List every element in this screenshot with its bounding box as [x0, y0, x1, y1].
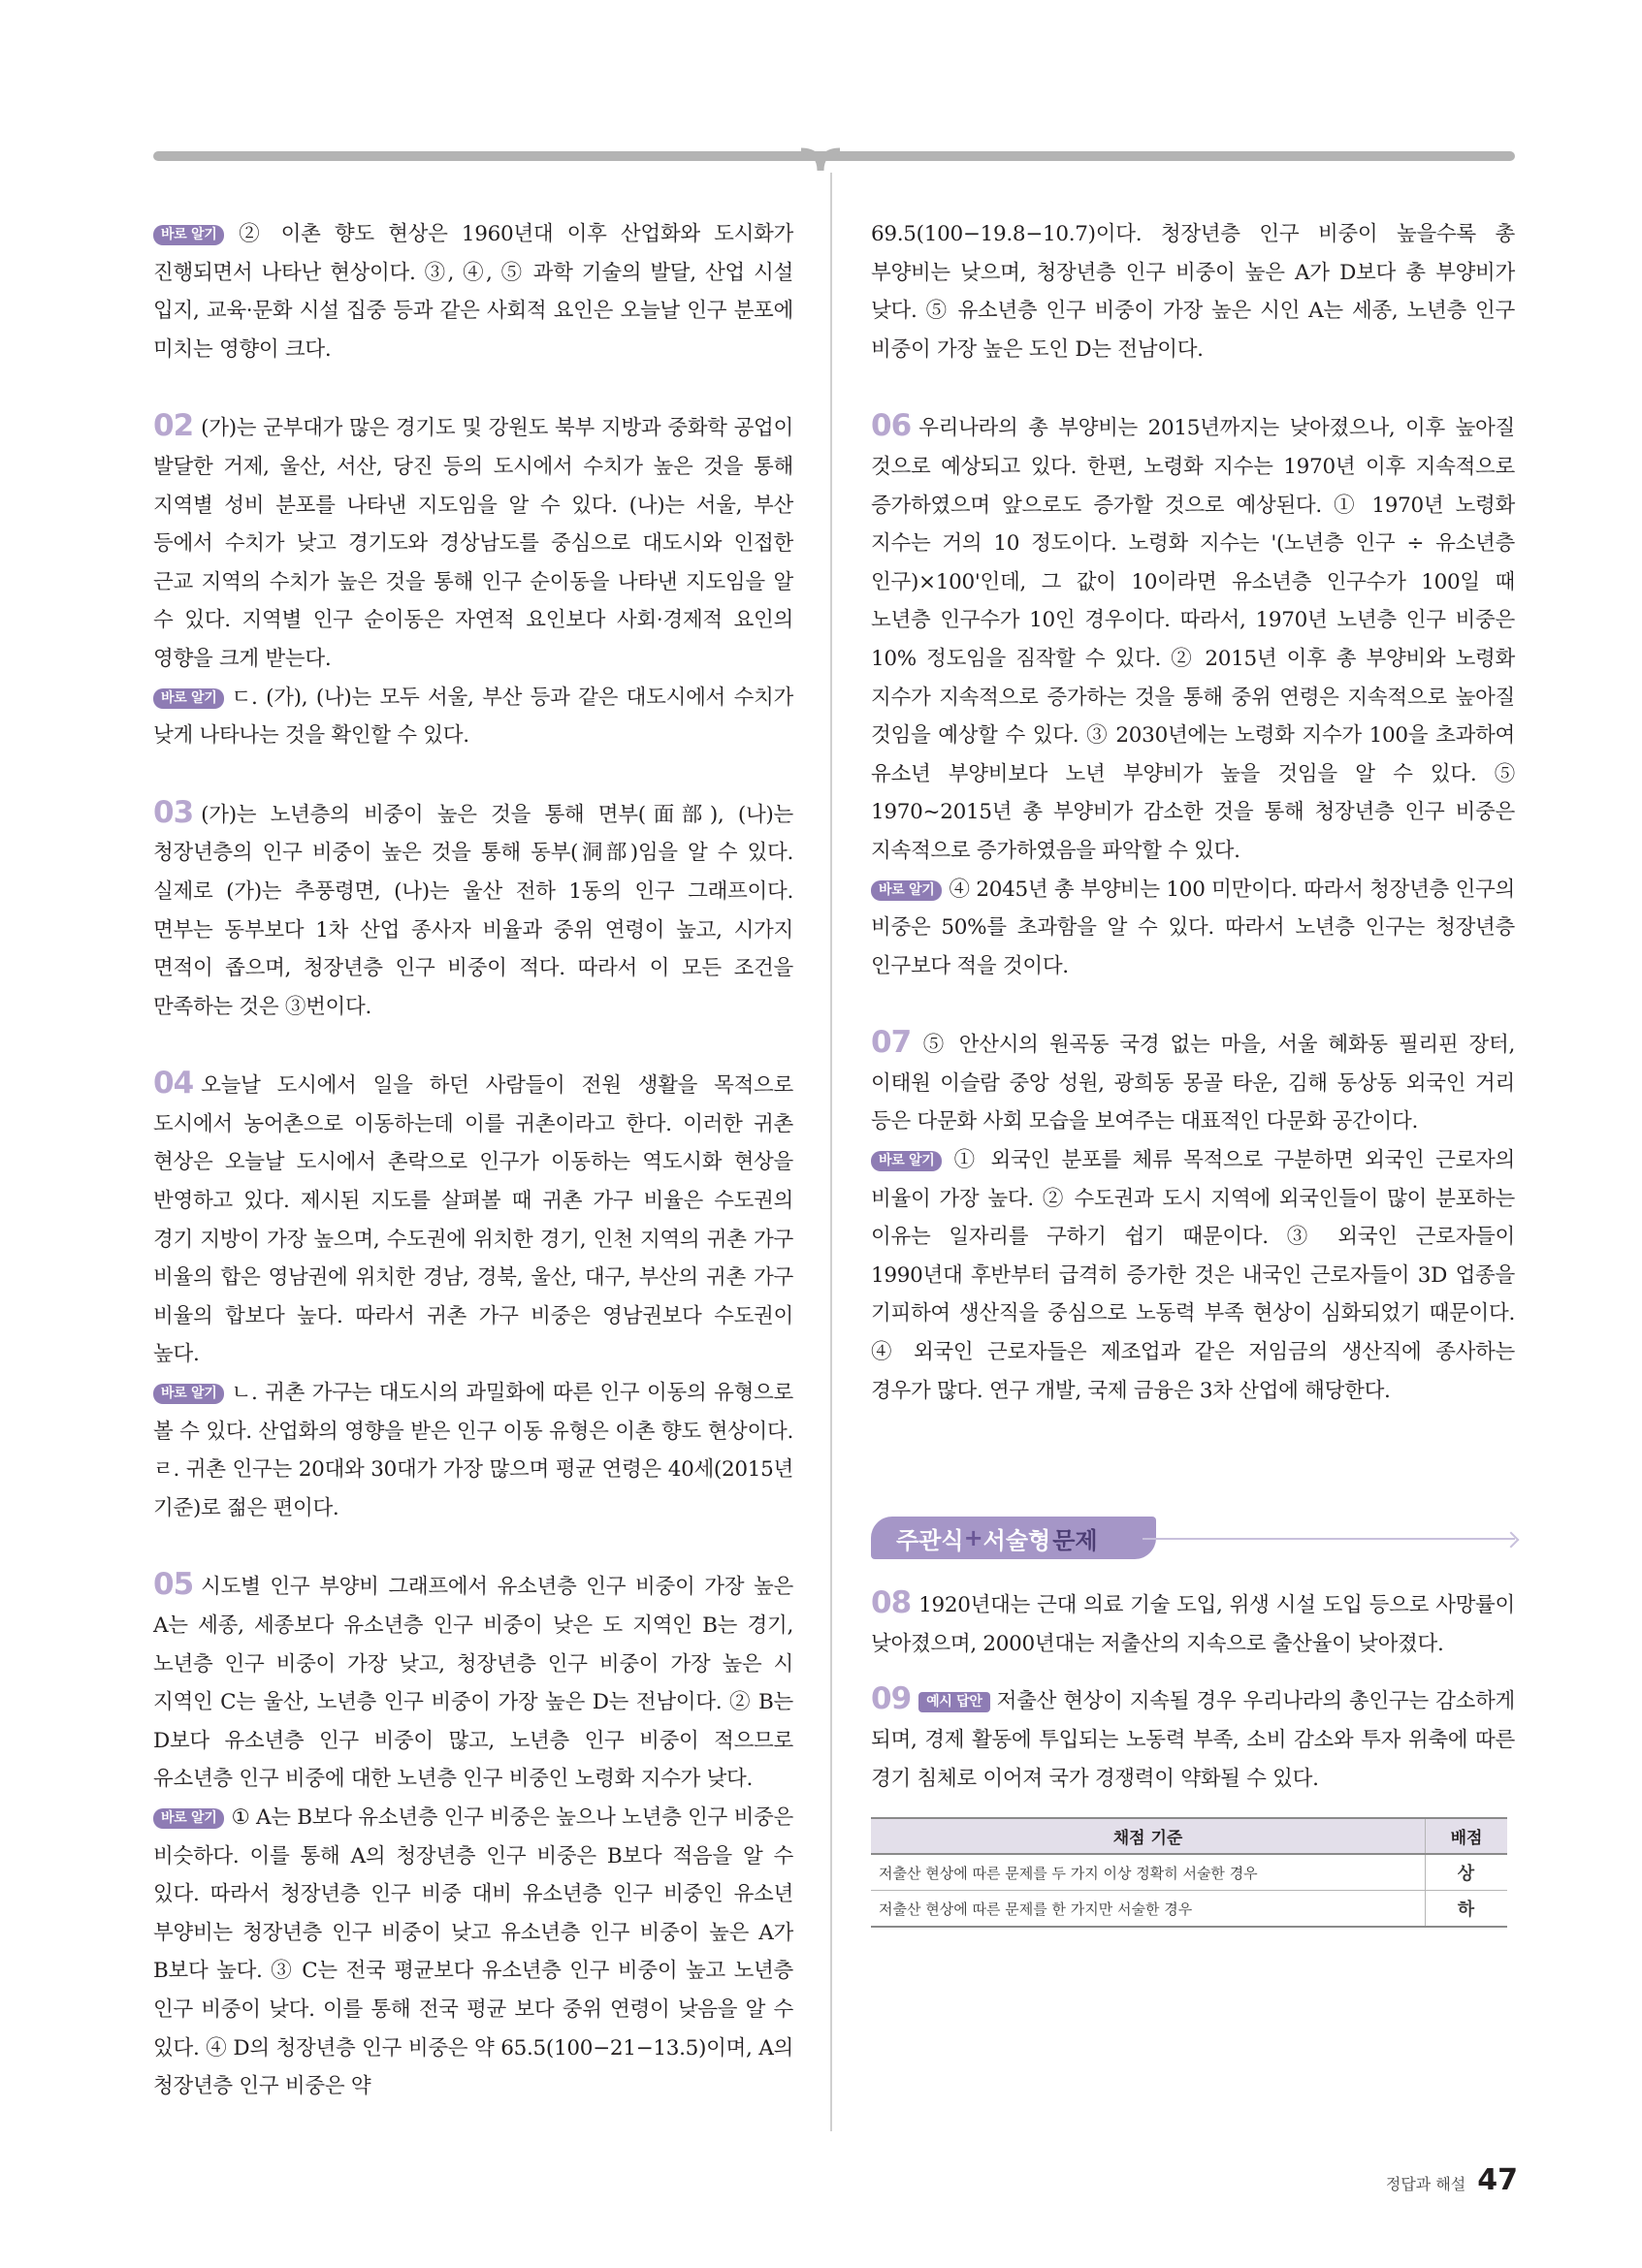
answer-block-04	[153, 1065, 793, 1527]
question-number: 04	[153, 1066, 194, 1102]
section-header-rule	[1143, 1538, 1515, 1540]
question-number: 02	[153, 408, 194, 444]
question-number: 09	[871, 1681, 912, 1717]
grading-criteria-table	[871, 1817, 1507, 1928]
answer-text: (가)는 노년층의 비중이 높은 것을 통해 면부(面部), (나)는 청장년층의 인구 비중이 높은 것을 통해 동부(洞部)임을 알 수 있다. 실제로 (가)는 추풍령면, (나)는 울산 전하 1동의 인구 그래프이다. 면부는 동부보다 1차 산업 종사자 비율과 중위 연령이 높고, 시가지 면적이 좁으며, 청장년층 인구 비중이 적다. 따라서 이 모든 조건을 만족하는 것은 ③번이다.	[153, 802, 793, 1019]
criteria-cell: 저출산 현상에 따른 문제를 한 가지만 서술한 경우	[871, 1891, 1426, 1928]
footer-label: 정답과 해설	[1385, 2175, 1466, 2193]
answer-text: ② 이촌 향도 현상은 1960년대 이후 산업화와 도시화가 진행되면서 나타난 현상이다. ③, ④, ⑤ 과학 기술의 발달, 산업 시설 입지, 교육·문화 시설 집중 등과 같은 사회적 요인은 오늘날 인구 분포에 미치는 영향이 크다.	[153, 222, 793, 362]
right-column	[871, 215, 1515, 1928]
question-number: 05	[153, 1567, 194, 1603]
criteria-header: 채점 기준	[871, 1818, 1426, 1854]
correction-text: ① A는 B보다 유소년층 인구 비중은 높으나 노년층 인구 비중은 비슷하다. 이를 통해 A의 청장년층 인구 비중은 B보다 적음을 알 수 있다. 따라서 청장년층 인구 비중 대비 유소년층 인구 비중인 유소년 부양비는 청장년층 인구 비중이 낮고 유소년층 인구 비중이 높은 A가 B보다 높다. ③ C는 전국 평균보다 유소년층 인구 비중이 높고 노년층 인구 비중이 낮다. 이를 통해 전국 평균 보다 중위 연령이 낮음을 알 수 있다. ④ D의 청장년층 인구 비중은 약 65.5(100−21−13.5)이며, A의 청장년층 인구 비중은 약	[153, 1805, 793, 2099]
answer-text: (가)는 군부대가 많은 경기도 및 강원도 북부 지방과 중화학 공업이 발달한 거제, 울산, 서산, 당진 등의 도시에서 수치가 높은 것을 통해 지역별 성비 분포를 나타낸 지도임을 알 수 있다. (나)는 서울, 부산 등에서 수치가 낮고 경기도와 경상남도를 중심으로 대도시와 인접한 근교 지역의 수치가 높은 것을 통해 인구 순이동을 나타낸 지도임을 알 수 있다. 지역별 인구 순이동은 자연적 요인보다 사회·경제적 요인의 영향을 크게 받는다.	[153, 416, 793, 671]
correction-text: ④ 2045년 총 부양비는 100 미만이다. 따라서 청장년층 인구의 비중은 50%를 초과함을 알 수 있다. 따라서 노년층 인구는 청장년층 인구보다 적을 것이다.	[871, 877, 1515, 978]
correction-badge: 바로 알기	[871, 1151, 942, 1171]
correction-text: ① 외국인 분포를 체류 목적으로 구분하면 외국인 근로자의 비율이 가장 높다. ② 수도권과 도시 지역에 외국인들이 많이 분포하는 이유는 일자리를 구하기 쉽기 때문이다. ③ 외국인 근로자들이 1990년대 후반부터 급격히 증가한 것은 내국인 근로자들이 3D 업종을 기피하여 생산직을 중심으로 노동력 부족 현상이 심화되었기 때문이다. ④ 외국인 근로자들은 제조업과 같은 저임금의 생산직에 종사하는 경우가 많다. 연구 개발, 국제 금융은 3차 산업에 해당한다.	[871, 1148, 1515, 1403]
column-divider	[830, 173, 832, 2131]
answer-block-06	[871, 407, 1515, 985]
correction-badge: 바로 알기	[153, 688, 224, 709]
answer-block-02	[153, 407, 793, 754]
answer-block-08	[871, 1584, 1515, 1663]
page-footer	[1386, 2163, 1518, 2197]
question-number: 03	[153, 794, 194, 830]
score-cell: 상	[1426, 1854, 1508, 1891]
answer-text: 우리나라의 총 부양비는 2015년까지는 낮아졌으나, 이후 높아질 것으로 예상되고 있다. 한편, 노령화 지수는 1970년 이후 지속적으로 증가하였으며 앞으로도 증가할 것으로 예상된다. ① 1970년 노령화 지수는 거의 10 정도이다. 노령화 지수는 '(노년층 인구 ÷ 유소년층 인구)×100'인데, 그 값이 10이라면 유소년층 인구수가 100일 때 노년층 인구수가 10인 경우이다. 따라서, 1970년 노년층 인구 비중은 10% 정도임을 짐작할 수 있다. ② 2015년 이후 총 부양비와 노령화 지수가 지속적으로 증가하는 것을 통해 중위 연령은 지속적으로 높아질 것임을 예상할 수 있다. ③ 2030년에는 노령화 지수가 100을 초과하여 유소년 부양비보다 노년 부양비가 높을 것임을 알 수 있다. ⑤ 1970~2015년 총 부양비가 감소한 것을 통해 청장년층 인구 비중은 지속적으로 증가하였음을 파악할 수 있다.	[871, 416, 1515, 863]
answer-text: ⑤ 안산시의 원곡동 국경 없는 마을, 서울 혜화동 필리핀 장터, 이태원 이슬람 중앙 성원, 광희동 몽골 타운, 김해 동상동 외국인 거리 등은 다문화 사회 모습을 보여주는 대표적인 다문화 공간이다.	[871, 1033, 1515, 1134]
correction-badge: 바로 알기	[153, 225, 224, 245]
question-number: 07	[871, 1025, 912, 1061]
score-cell: 하	[1426, 1891, 1508, 1928]
answer-block-05-continued	[871, 215, 1515, 368]
correction-badge: 바로 알기	[871, 880, 942, 901]
answer-block-09	[871, 1680, 1515, 1798]
correction-text: ㄷ. (가), (나)는 모두 서울, 부산 등과 같은 대도시에서 수치가 낮게 나타나는 것을 확인할 수 있다.	[153, 685, 793, 749]
answer-text: 오늘날 도시에서 일을 하던 사람들이 전원 생활을 목적으로 도시에서 농어촌으로 이동하는데 이를 귀촌이라고 한다. 이러한 귀촌 현상은 오늘날 도시에서 촌락으로 인구가 이동하는 역도시화 현상을 반영하고 있다. 제시된 지도를 살펴볼 때 귀촌 가구 비율은 수도권의 경기 지방이 가장 높으며, 수도권에 위치한 경기, 인천 지역의 귀촌 가구 비율의 합은 영남권에 위치한 경남, 경북, 울산, 대구, 부산의 귀촌 가구 비율의 합보다 높다. 따라서 귀촌 가구 비중은 영남권보다 수도권이 높다.	[153, 1073, 793, 1367]
book-spine-notch	[801, 145, 840, 173]
table-row	[871, 1854, 1507, 1891]
criteria-cell: 저출산 현상에 따른 문제를 두 가지 이상 정확히 서술한 경우	[871, 1854, 1426, 1891]
answer-text: 69.5(100−19.8−10.7)이다. 청장년층 인구 비중이 높을수록 총 부양비는 낮으며, 청장년층 인구 비중이 높은 A가 D보다 총 부양비가 낮다. ⑤ 유소년층 인구 비중이 가장 높은 시인 A는 세종, 노년층 인구 비중이 가장 높은 도인 D는 전남이다.	[871, 222, 1515, 362]
answer-block-07	[871, 1024, 1515, 1410]
example-answer-badge: 예시 답안	[918, 1692, 989, 1712]
page-number: 47	[1477, 2163, 1518, 2197]
answer-block-01-note	[153, 215, 793, 368]
score-header: 배점	[1426, 1818, 1508, 1854]
left-column	[153, 215, 793, 2136]
section-title: 주관식 + 서술형 문제	[871, 1517, 1156, 1559]
answer-text: 시도별 인구 부양비 그래프에서 유소년층 인구 비중이 가장 높은 A는 세종, 세종보다 유소년층 인구 비중이 낮은 도 지역인 B는 경기, 노년층 인구 비중이 가장 낮고, 청장년층 인구 비중이 가장 높은 시 지역인 C는 울산, 노년층 인구 비중이 가장 높은 D는 전남이다. ② B는 D보다 유소년층 인구 비중이 많고, 노년층 인구 비중이 적으므로 유소년층 인구 비중에 대한 노년층 인구 비중인 노령화 지수가 낮다.	[153, 1575, 793, 1792]
answer-block-05	[153, 1566, 793, 2105]
answer-block-03	[153, 794, 793, 1027]
answer-text: 저출산 현상이 지속될 경우 우리나라의 총인구는 감소하게 되며, 경제 활동에 투입되는 노동력 부족, 소비 감소와 투자 위축에 따른 경기 침체로 이어져 국가 경쟁력이 약화될 수 있다.	[871, 1689, 1515, 1791]
section-header-descriptive	[871, 1517, 1515, 1563]
answer-text: 1920년대는 근대 의료 기술 도입, 위생 시설 도입 등으로 사망률이 낮아졌으며, 2000년대는 저출산의 지속으로 출산율이 낮아졌다.	[871, 1593, 1515, 1656]
correction-badge: 바로 알기	[153, 1808, 224, 1829]
table-row	[871, 1891, 1507, 1928]
question-number: 06	[871, 408, 912, 444]
question-number: 08	[871, 1585, 912, 1621]
correction-text: ㄴ. 귀촌 가구는 대도시의 과밀화에 따른 인구 이동의 유형으로 볼 수 있다. 산업화의 영향을 받은 인구 이동 유형은 이촌 향도 현상이다. ㄹ. 귀촌 인구는 20대와 30대가 가장 많으며 평균 연령은 40세(2015년 기준)로 젊은 편이다.	[153, 1381, 793, 1520]
correction-badge: 바로 알기	[153, 1384, 224, 1404]
